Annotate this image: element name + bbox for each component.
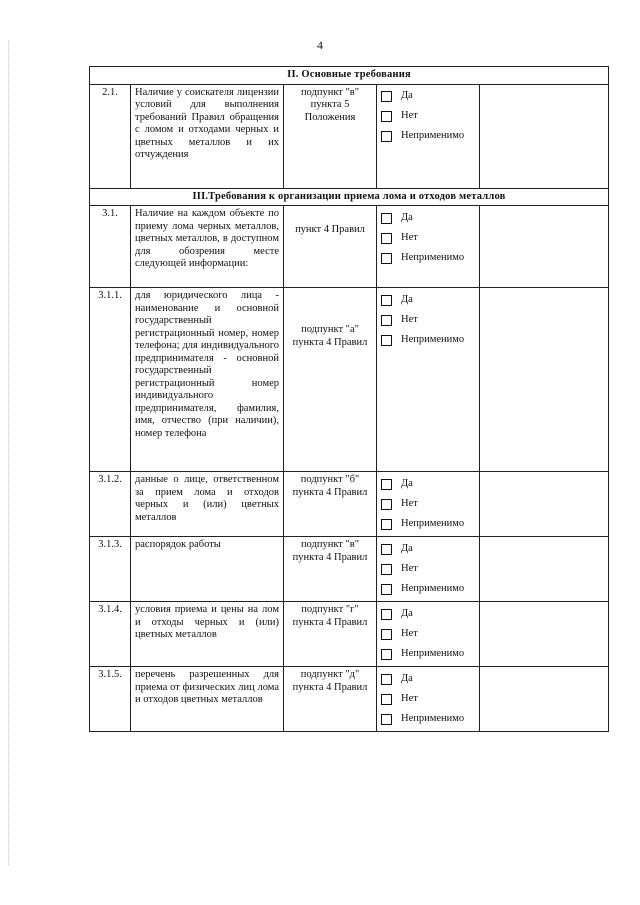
option-label: Неприменимо [401, 251, 465, 263]
table-row [90, 288, 609, 472]
option-no[interactable] [381, 689, 475, 709]
notes-cell[interactable] [480, 602, 609, 667]
section-header-row [90, 188, 609, 206]
option-label: Неприменимо [401, 333, 465, 345]
requirement-text: условия приема и цены на лом и отходы черных и (или) цветных металлов [131, 602, 284, 667]
option-yes[interactable] [381, 208, 475, 228]
answer-options [377, 472, 480, 537]
option-yes[interactable] [381, 474, 475, 494]
checkbox-yes[interactable] [381, 213, 392, 224]
option-label: Нет [401, 562, 418, 574]
answer-options [377, 206, 480, 288]
option-yes[interactable] [381, 290, 475, 310]
legal-reference: подпункт "д" пункта 4 Правил [284, 667, 377, 732]
checkbox-not-applicable[interactable] [381, 519, 392, 530]
option-label: Неприменимо [401, 647, 465, 659]
table-row [90, 667, 609, 732]
option-yes[interactable] [381, 604, 475, 624]
table-row [90, 206, 609, 288]
checkbox-not-applicable[interactable] [381, 131, 392, 142]
checkbox-yes[interactable] [381, 479, 392, 490]
legal-reference: подпункт "а" пункта 4 Правил [284, 288, 377, 472]
option-no[interactable] [381, 494, 475, 514]
table-row [90, 472, 609, 537]
option-yes[interactable] [381, 539, 475, 559]
requirement-text: распорядок работы [131, 537, 284, 602]
checkbox-no[interactable] [381, 629, 392, 640]
section-title: II. Основные требования [90, 67, 609, 85]
option-label: Да [401, 293, 413, 305]
item-number: 3.1.3. [90, 537, 131, 602]
item-number: 2.1. [90, 84, 131, 188]
checkbox-no[interactable] [381, 315, 392, 326]
scan-margin-dots [8, 40, 10, 865]
option-label: Нет [401, 497, 418, 509]
option-yes[interactable] [381, 669, 475, 689]
legal-reference: подпункт "в" пункта 5 Положения [284, 84, 377, 188]
option-label: Нет [401, 231, 418, 243]
table-row [90, 537, 609, 602]
checkbox-no[interactable] [381, 564, 392, 575]
notes-cell[interactable] [480, 537, 609, 602]
requirement-text: для юридического лица - наименование и основной государственный регистрационный номер, номер телефона; для индивидуального предпринимателя - основной государственный регистрационный номер индивидуального предпринимателя, фамилия, имя, отчество (при наличии), номер телефона [131, 288, 284, 472]
option-not-applicable[interactable] [381, 644, 475, 664]
table-row [90, 84, 609, 188]
option-label: Да [401, 211, 413, 223]
section-header-row [90, 67, 609, 85]
checkbox-not-applicable[interactable] [381, 335, 392, 346]
requirement-text: Наличие на каждом объекте по приему лома черных металлов, цветных металлов, в доступном для обозрения месте следующей информации: [131, 206, 284, 288]
option-no[interactable] [381, 559, 475, 579]
option-label: Да [401, 90, 413, 102]
option-label: Да [401, 672, 413, 684]
answer-options [377, 537, 480, 602]
option-not-applicable[interactable] [381, 127, 475, 147]
option-label: Нет [401, 627, 418, 639]
option-label: Неприменимо [401, 712, 465, 724]
requirement-text: данные о лице, ответственном за прием лома и отходов черных и (или) цветных металлов [131, 472, 284, 537]
checklist-table [89, 66, 609, 732]
option-no[interactable] [381, 624, 475, 644]
checkbox-no[interactable] [381, 111, 392, 122]
answer-options [377, 288, 480, 472]
checkbox-yes[interactable] [381, 295, 392, 306]
option-no[interactable] [381, 107, 475, 127]
item-number: 3.1.4. [90, 602, 131, 667]
legal-reference: подпункт "г" пункта 4 Правил [284, 602, 377, 667]
legal-reference: пункт 4 Правил [284, 206, 377, 288]
requirement-text: Наличие у соискателя лицензии условий для выполнения требований Правил обращения с ломом и отходами черных и цветных металлов и их отчуждения [131, 84, 284, 188]
option-not-applicable[interactable] [381, 330, 475, 350]
answer-options [377, 667, 480, 732]
notes-cell[interactable] [480, 84, 609, 188]
legal-reference: подпункт "б" пункта 4 Правил [284, 472, 377, 537]
checkbox-yes[interactable] [381, 609, 392, 620]
option-label: Нет [401, 313, 418, 325]
checkbox-no[interactable] [381, 233, 392, 244]
item-number: 3.1.5. [90, 667, 131, 732]
option-no[interactable] [381, 310, 475, 330]
option-label: Да [401, 607, 413, 619]
option-not-applicable[interactable] [381, 514, 475, 534]
option-no[interactable] [381, 228, 475, 248]
answer-options [377, 602, 480, 667]
checkbox-no[interactable] [381, 694, 392, 705]
option-label: Да [401, 477, 413, 489]
notes-cell[interactable] [480, 472, 609, 537]
checkbox-not-applicable[interactable] [381, 649, 392, 660]
option-label: Неприменимо [401, 582, 465, 594]
option-not-applicable[interactable] [381, 248, 475, 268]
notes-cell[interactable] [480, 206, 609, 288]
checkbox-yes[interactable] [381, 544, 392, 555]
checkbox-not-applicable[interactable] [381, 253, 392, 264]
requirement-text: перечень разрешенных для приема от физических лиц лома и отходов цветных металлов [131, 667, 284, 732]
notes-cell[interactable] [480, 288, 609, 472]
checkbox-no[interactable] [381, 499, 392, 510]
option-label: Нет [401, 110, 418, 122]
section-title: III.Требования к организации приема лома и отходов металлов [90, 188, 609, 206]
item-number: 3.1.1. [90, 288, 131, 472]
notes-cell[interactable] [480, 667, 609, 732]
table-row [90, 602, 609, 667]
checkbox-yes[interactable] [381, 91, 392, 102]
option-label: Неприменимо [401, 517, 465, 529]
checkbox-not-applicable[interactable] [381, 714, 392, 725]
item-number: 3.1.2. [90, 472, 131, 537]
option-not-applicable[interactable] [381, 709, 475, 729]
option-label: Нет [401, 692, 418, 704]
checkbox-yes[interactable] [381, 674, 392, 685]
option-label: Да [401, 542, 413, 554]
answer-options [377, 84, 480, 188]
checkbox-not-applicable[interactable] [381, 584, 392, 595]
option-not-applicable[interactable] [381, 579, 475, 599]
option-label: Неприменимо [401, 130, 465, 142]
legal-reference: подпункт "в" пункта 4 Правил [284, 537, 377, 602]
option-yes[interactable] [381, 87, 475, 107]
item-number: 3.1. [90, 206, 131, 288]
page-number: 4 [317, 38, 323, 52]
